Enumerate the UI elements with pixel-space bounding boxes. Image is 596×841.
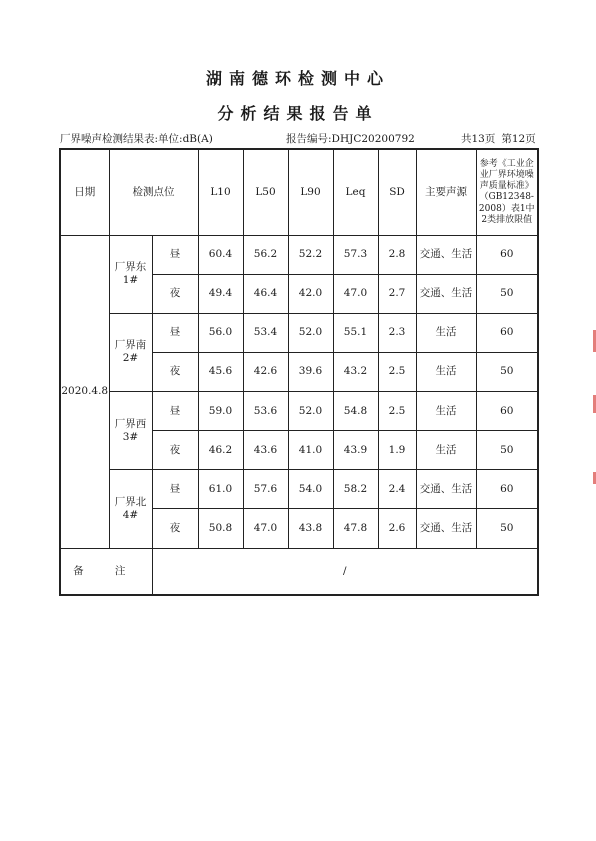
report-number-label: 报告编号: [286, 133, 332, 145]
source-cell: 交通、生活 [416, 470, 476, 509]
remarks-row [60, 548, 538, 595]
site-name: 厂界北4# [109, 470, 152, 548]
sd-cell: 2.3 [378, 313, 416, 352]
limit-cell: 50 [476, 509, 538, 548]
col-limit: 参考《工业企业厂界环境噪声质量标准》（GB12348-2008）表1中2类排放限值 [476, 149, 538, 235]
l50-cell: 53.6 [243, 392, 288, 431]
leq-cell: 55.1 [333, 313, 378, 352]
l10-cell: 59.0 [198, 392, 243, 431]
leq-cell: 58.2 [333, 470, 378, 509]
source-cell: 生活 [416, 431, 476, 470]
page-info [461, 131, 536, 146]
leq-cell: 43.2 [333, 352, 378, 391]
report-number [286, 131, 415, 146]
l50-cell: 47.0 [243, 509, 288, 548]
period-cell: 夜 [152, 431, 198, 470]
l50-cell: 43.6 [243, 431, 288, 470]
col-date: 日期 [60, 149, 109, 235]
col-sd: SD [378, 149, 416, 235]
source-cell: 交通、生活 [416, 509, 476, 548]
noise-results-table [59, 148, 539, 596]
leq-cell: 47.8 [333, 509, 378, 548]
table-row [60, 313, 538, 352]
l50-cell: 53.4 [243, 313, 288, 352]
sd-cell: 2.5 [378, 392, 416, 431]
sd-cell: 2.5 [378, 352, 416, 391]
table-row [60, 470, 538, 509]
source-cell: 生活 [416, 313, 476, 352]
l90-cell: 52.2 [288, 235, 333, 274]
limit-cell: 50 [476, 431, 538, 470]
sd-cell: 2.6 [378, 509, 416, 548]
sd-cell: 1.9 [378, 431, 416, 470]
l50-cell: 56.2 [243, 235, 288, 274]
period-cell: 夜 [152, 352, 198, 391]
sd-cell: 2.4 [378, 470, 416, 509]
col-l50: L50 [243, 149, 288, 235]
report-number-value: DHJC20200792 [331, 133, 415, 145]
site-name: 厂界西3# [109, 392, 152, 470]
col-leq: Leq [333, 149, 378, 235]
period-cell: 昼 [152, 313, 198, 352]
header-row [60, 149, 538, 235]
l90-cell: 52.0 [288, 313, 333, 352]
l90-cell: 42.0 [288, 274, 333, 313]
leq-cell: 57.3 [333, 235, 378, 274]
l90-cell: 41.0 [288, 431, 333, 470]
limit-cell: 60 [476, 470, 538, 509]
l90-cell: 39.6 [288, 352, 333, 391]
col-l10: L10 [198, 149, 243, 235]
org-title: 湖南德环检测中心 [205, 69, 390, 88]
leq-cell: 54.8 [333, 392, 378, 431]
limit-cell: 60 [476, 392, 538, 431]
l10-cell: 50.8 [198, 509, 243, 548]
col-l90: L90 [288, 149, 333, 235]
source-cell: 生活 [416, 352, 476, 391]
l90-cell: 43.8 [288, 509, 333, 548]
limit-cell: 60 [476, 235, 538, 274]
l90-cell: 54.0 [288, 470, 333, 509]
period-cell: 夜 [152, 274, 198, 313]
sd-cell: 2.8 [378, 235, 416, 274]
table-row [60, 235, 538, 274]
source-cell: 交通、生活 [416, 235, 476, 274]
total-pages: 共13页 [461, 133, 496, 145]
doc-title: 分析结果报告单 [217, 104, 379, 123]
limit-cell: 60 [476, 313, 538, 352]
l10-cell: 49.4 [198, 274, 243, 313]
l10-cell: 60.4 [198, 235, 243, 274]
col-point: 检测点位 [109, 149, 198, 235]
remarks-label: 备 注 [60, 548, 152, 595]
site-name: 厂界南2# [109, 313, 152, 391]
period-cell: 昼 [152, 392, 198, 431]
site-name: 厂界东1# [109, 235, 152, 313]
l50-cell: 57.6 [243, 470, 288, 509]
sd-cell: 2.7 [378, 274, 416, 313]
l90-cell: 52.0 [288, 392, 333, 431]
period-cell: 昼 [152, 470, 198, 509]
l50-cell: 42.6 [243, 352, 288, 391]
period-cell: 昼 [152, 235, 198, 274]
limit-cell: 50 [476, 352, 538, 391]
source-cell: 生活 [416, 392, 476, 431]
page-number: 第12页 [501, 133, 536, 145]
remarks-value: / [152, 548, 538, 595]
l10-cell: 45.6 [198, 352, 243, 391]
period-cell: 夜 [152, 509, 198, 548]
l50-cell: 46.4 [243, 274, 288, 313]
l10-cell: 61.0 [198, 470, 243, 509]
l10-cell: 46.2 [198, 431, 243, 470]
leq-cell: 47.0 [333, 274, 378, 313]
source-cell: 交通、生活 [416, 274, 476, 313]
table-body [60, 235, 538, 548]
col-source: 主要声源 [416, 149, 476, 235]
leq-cell: 43.9 [333, 431, 378, 470]
table-row [60, 392, 538, 431]
table-caption: 厂界噪声检测结果表:单位:dB(A) [60, 133, 213, 145]
limit-cell: 50 [476, 274, 538, 313]
l10-cell: 56.0 [198, 313, 243, 352]
date-cell: 2020.4.8 [60, 235, 109, 548]
